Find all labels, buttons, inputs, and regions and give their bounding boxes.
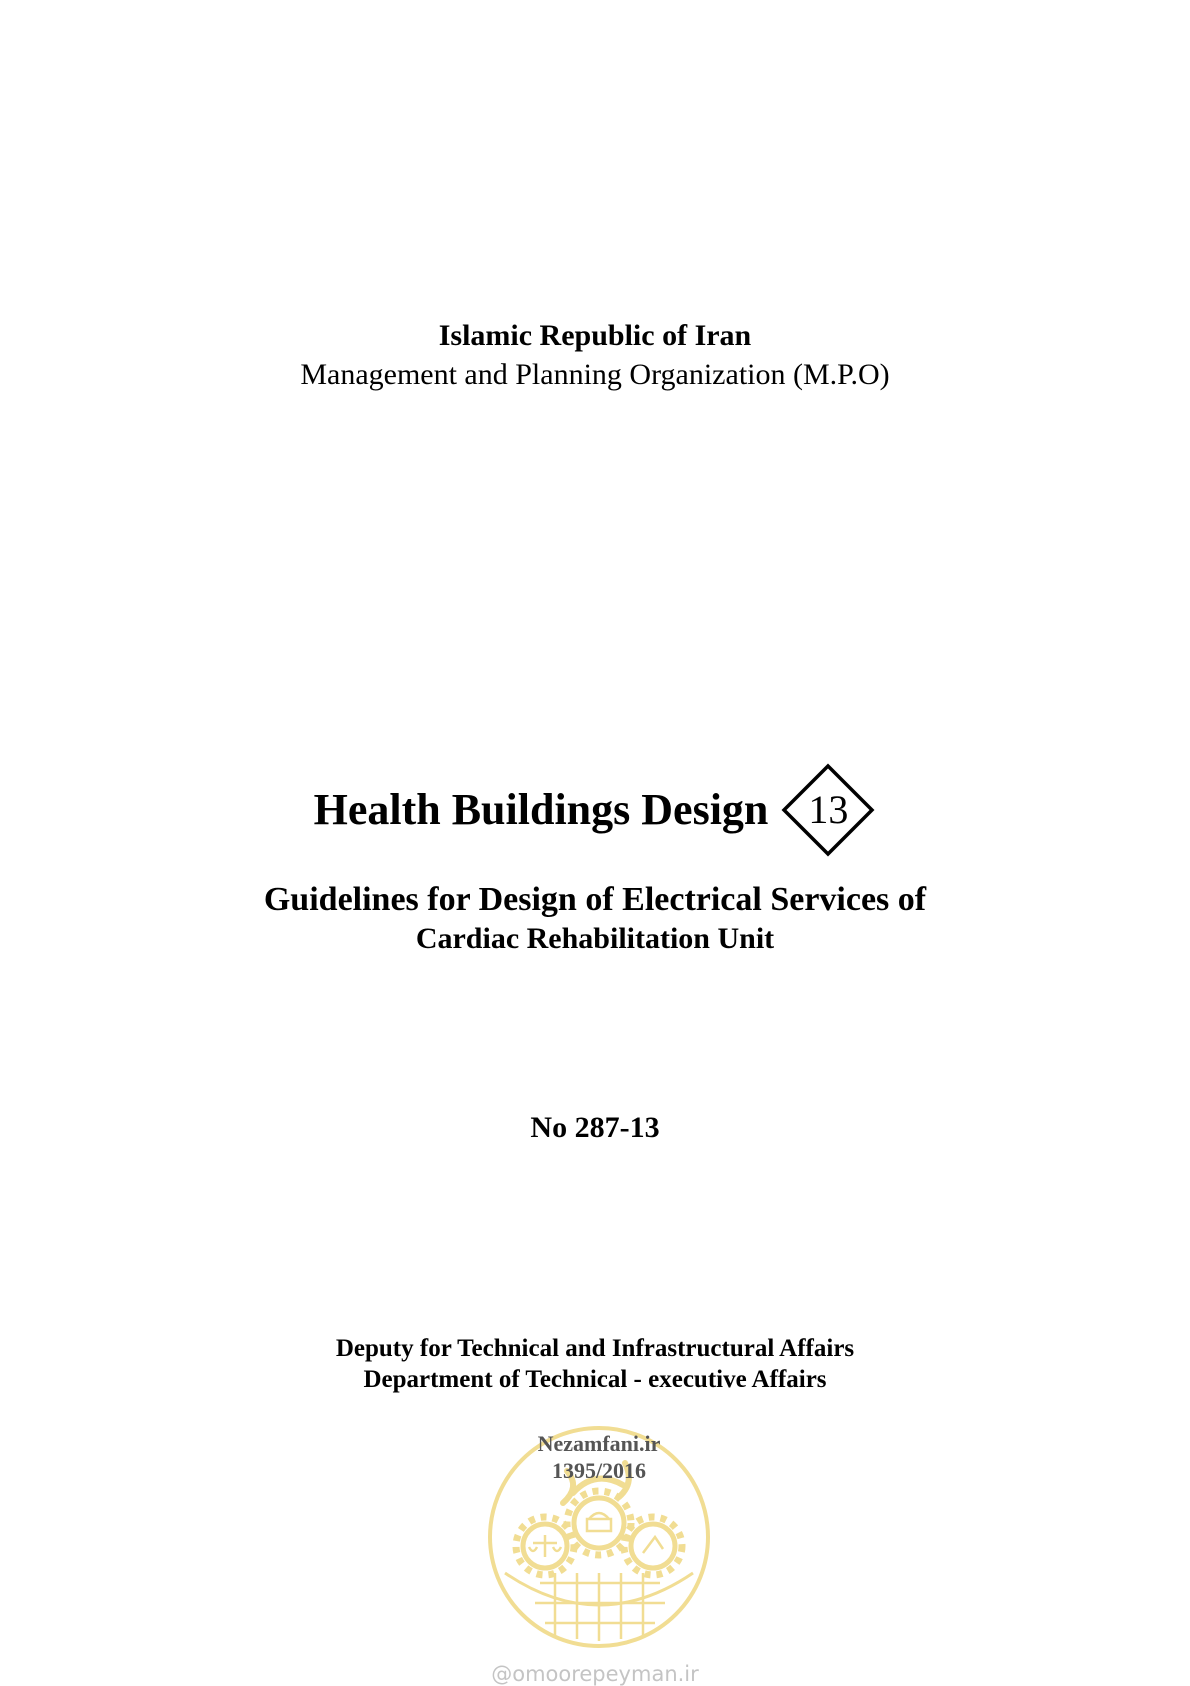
- subtitle-line-2: Cardiac Rehabilitation Unit: [415, 922, 775, 955]
- organization-name: Management and Planning Organization (M.P.O): [300, 358, 890, 391]
- subtitle-line-1: Guidelines for Design of Electrical Services of: [263, 881, 927, 918]
- main-title: Health Buildings Design: [313, 785, 769, 834]
- publisher-department: Department of Technical - executive Affairs: [363, 1366, 827, 1393]
- seal-year: 1395/2016: [551, 1458, 647, 1483]
- document-number: No 287-13: [530, 1111, 660, 1144]
- country-name: Islamic Republic of Iran: [438, 319, 752, 352]
- seal-site: Nezamfani.ir: [537, 1431, 661, 1456]
- publisher-deputy: Deputy for Technical and Infrastructural Affairs: [335, 1335, 855, 1362]
- volume-badge: [780, 762, 876, 858]
- main-title-row: [0, 762, 1190, 858]
- volume-number: 13: [808, 787, 849, 832]
- footer-watermark: @omoorepeyman.ir: [491, 1662, 699, 1686]
